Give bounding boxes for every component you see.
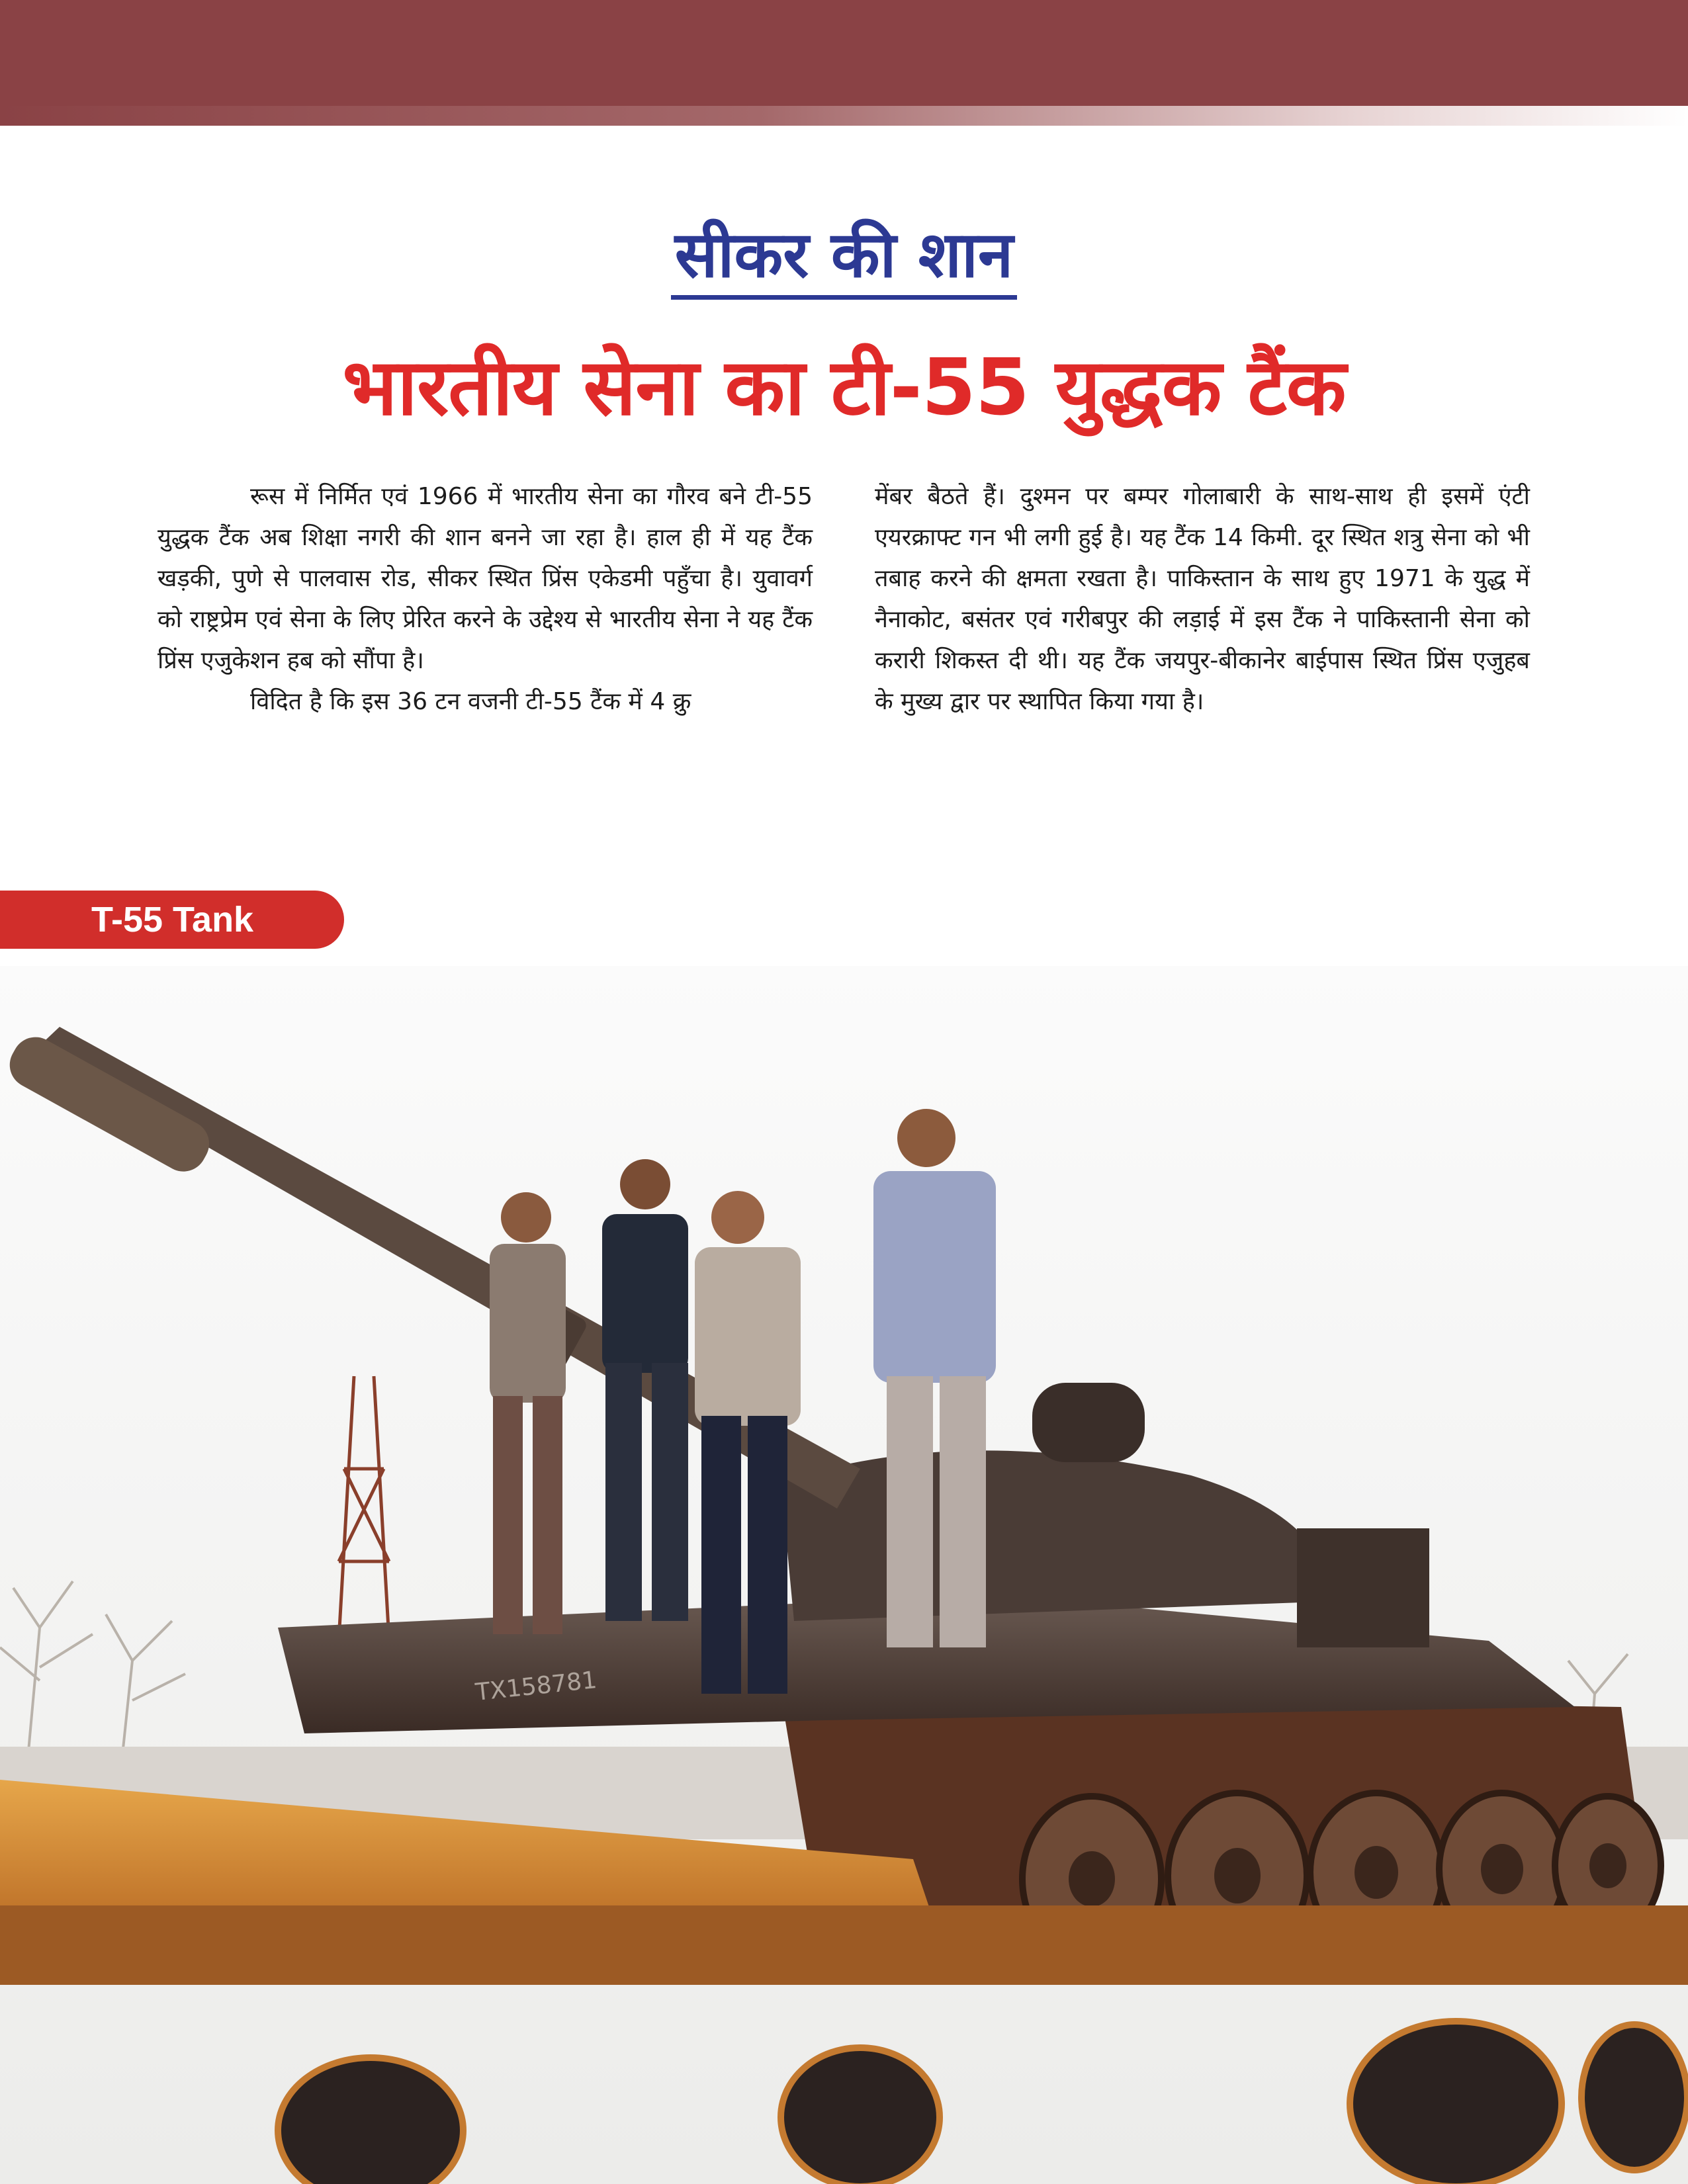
photo-label-badge: T-55 Tank	[0, 891, 344, 949]
headline: भारतीय सेना का टी-55 युद्धक टैंक	[342, 341, 1346, 433]
kicker-text: सीकर की शान	[671, 218, 1018, 300]
tank-photo	[0, 966, 1688, 2184]
side-panel	[1297, 1528, 1429, 1647]
tank-marking: TX158781	[474, 1666, 599, 1706]
trailer-frame	[0, 1905, 1688, 1985]
person-3	[695, 1191, 801, 1694]
top-gradient-stripe	[0, 106, 1688, 126]
article-column-right	[875, 476, 1530, 722]
kicker-heading	[0, 218, 1688, 300]
turret-hatch	[1032, 1383, 1145, 1462]
article-paragraph: विदित है कि इस 36 टन वजनी टी-55 टैंक में 4 क्रु	[250, 688, 691, 715]
article-column-left	[157, 476, 813, 722]
article-paragraph: रूस में निर्मित एवं 1966 में भारतीय सेना का गौरव बने टी-55 युद्धक टैंक अब शिक्षा नगरी की शान बनने जा रहा है। हाल ही में यह टैंक खड़की, पुणे से पालवास रोड, सीकर स्थित प्रिंस एकेडमी पहुँचा है। युवावर्ग को राष्ट्रप्रेम एवं सेना के लिए प्रेरित करने के उद्देश्य से भारतीय सेना ने यह टैंक प्रिंस एजुकेशन हब को सौंपा है।	[157, 483, 813, 674]
top-color-band	[0, 0, 1688, 106]
article-paragraph: मेंबर बैठते हैं। दुश्मन पर बम्पर गोलाबारी के साथ-साथ ही इसमें एंटी एयरक्राफ्ट गन भी लगी हुई है। यह टैंक 14 किमी. दूर स्थित शत्रु सेना को भी तबाह करने की क्षमता रखता है। पाकिस्तान के साथ हुए 1971 के युद्ध में नैनाकोट, बसंतर एवं गरीबपुर की लड़ाई में इस टैंक ने पाकिस्तानी सेना को करारी शिकस्त दी थी। यह टैंक जयपुर-बीकानेर बाईपास स्थित प्रिंस एजुहब के मुख्य द्वार पर स्थापित किया गया है।	[875, 483, 1530, 715]
